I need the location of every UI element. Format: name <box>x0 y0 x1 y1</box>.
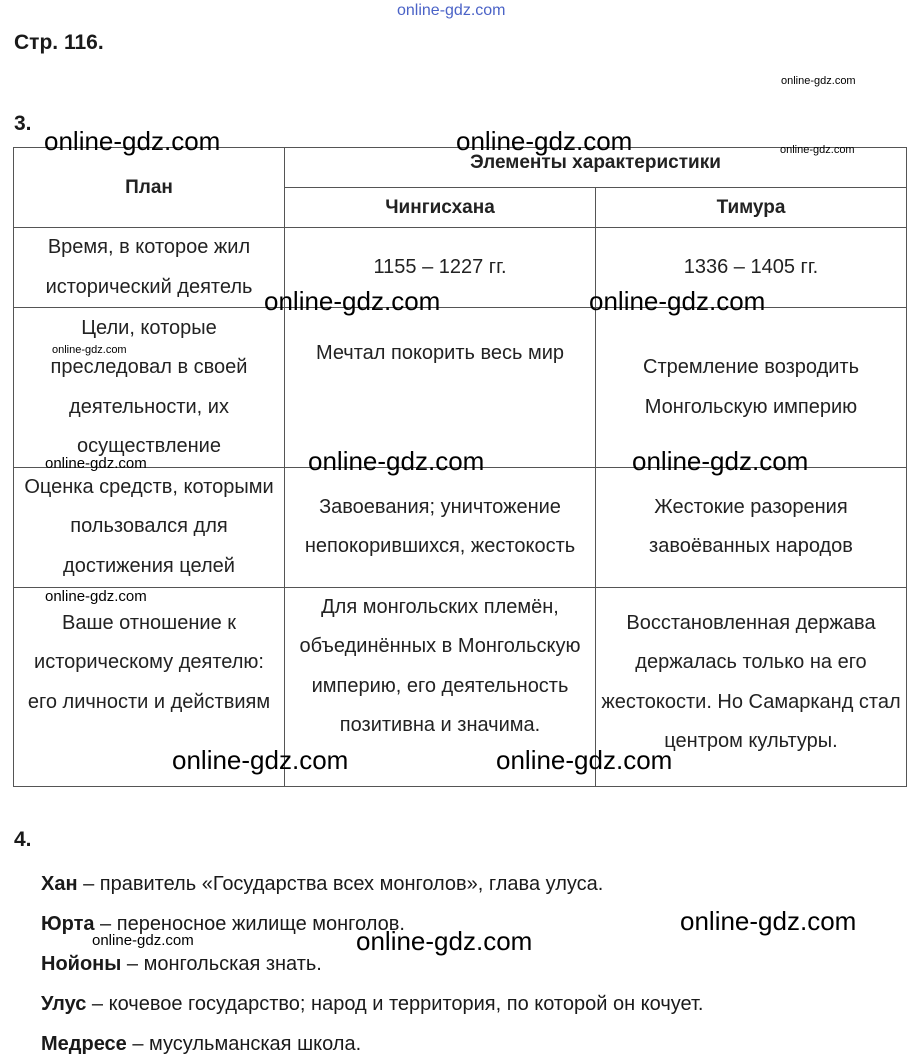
watermark: online-gdz.com <box>45 455 147 472</box>
term-definition: – правитель «Государства всех монголов», глава улуса. <box>77 873 604 895</box>
row-plan-cell: Оценка средств, которыми пользовался для достижения целей <box>14 467 285 587</box>
page-number: Стр. 116. <box>14 31 104 54</box>
table-row <box>14 467 907 587</box>
header-plan: План <box>14 148 285 228</box>
list-item <box>41 1024 703 1064</box>
term-word: Медресе <box>41 1033 127 1055</box>
watermark: online-gdz.com <box>356 926 533 956</box>
table-row <box>14 228 907 308</box>
row-chinggis-cell: Для монгольских племён, объединённых в Монгольскую империю, его деятельность позитивна и значима. <box>285 587 596 787</box>
terms-list <box>41 864 703 1064</box>
list-item <box>41 984 703 1024</box>
row-chinggis-cell: 1155 – 1227 гг. <box>285 228 596 308</box>
watermark: online-gdz.com <box>44 126 221 156</box>
row-timur-cell: Стремление возродить Монгольскую империю <box>596 308 907 467</box>
task-4-number: 4. <box>14 828 32 851</box>
watermark: online-gdz.com <box>589 286 766 316</box>
header-elements: Элементы характеристики <box>285 148 907 188</box>
term-definition: – кочевое государство; народ и территория, по которой он кочует. <box>86 993 704 1015</box>
header-chinggis: Чингисхана <box>285 188 596 228</box>
row-timur-cell: Жестокие разорения завоёванных народов <box>596 467 907 587</box>
term-word: Юрта <box>41 913 95 935</box>
term-word: Хан <box>41 873 78 895</box>
term-word: Улус <box>41 993 87 1015</box>
watermark: online-gdz.com <box>456 126 633 156</box>
watermark: online-gdz.com <box>264 286 441 316</box>
watermark: online-gdz.com <box>496 745 673 775</box>
term-definition: – мусульманская школа. <box>126 1033 362 1055</box>
table-row <box>14 308 907 467</box>
watermark: online-gdz.com <box>780 144 855 156</box>
row-plan-cell: Время, в которое жил исторический деятель <box>14 228 285 308</box>
watermark: online-gdz.com <box>172 745 349 775</box>
row-plan-cell: Ваше отношение к историческому деятелю: его личности и действиям <box>14 587 285 787</box>
watermark: online-gdz.com <box>680 906 857 936</box>
watermark: online-gdz.com <box>632 446 809 476</box>
watermark: online-gdz.com <box>781 75 856 87</box>
row-chinggis-cell: Мечтал покорить весь мир <box>285 308 596 467</box>
table-row <box>14 587 907 787</box>
list-item <box>41 864 703 904</box>
term-definition: – монгольская знать. <box>121 953 322 975</box>
task-3-number: 3. <box>14 112 32 135</box>
row-plan-cell: Цели, которые преследовал в своей деятельности, их осуществление <box>14 308 285 467</box>
row-timur-cell: 1336 – 1405 гг. <box>596 228 907 308</box>
header-timur: Тимура <box>596 188 907 228</box>
watermark: online-gdz.com <box>52 344 127 356</box>
term-definition: – переносное жилище монголов. <box>94 913 405 935</box>
watermark: online-gdz.com <box>45 588 147 605</box>
row-chinggis-cell: Завоевания; уничтожение непокорившихся, жестокость <box>285 467 596 587</box>
row-timur-cell: Восстановленная держава держалась только на его жестокости. Но Самарканд стал центром культуры. <box>596 587 907 787</box>
watermark: online-gdz.com <box>308 446 485 476</box>
watermark: online-gdz.com <box>92 932 194 949</box>
term-word: Нойоны <box>41 953 122 975</box>
watermark: online-gdz.com <box>397 2 506 19</box>
